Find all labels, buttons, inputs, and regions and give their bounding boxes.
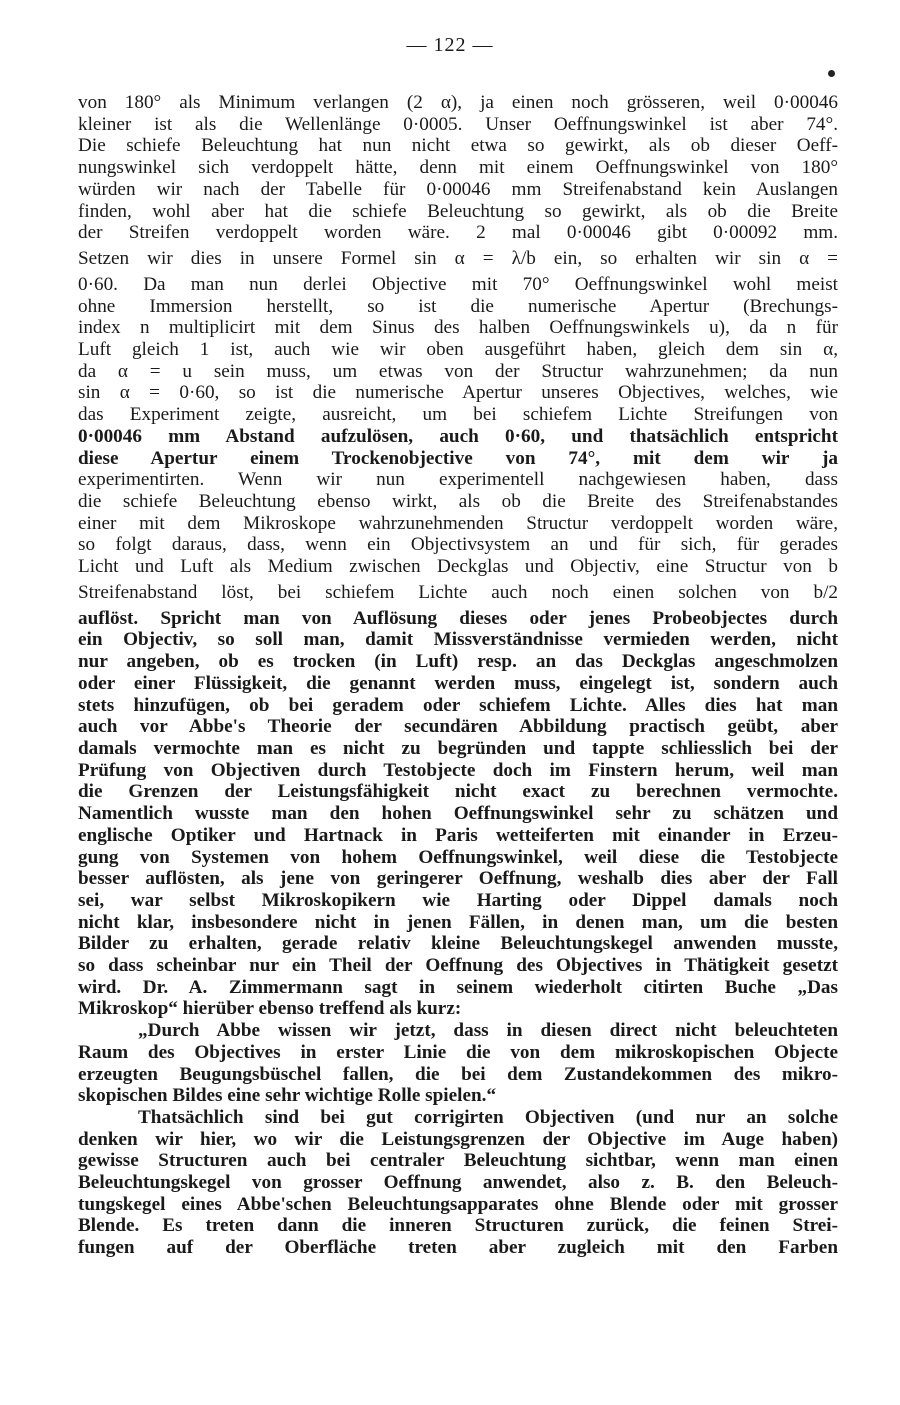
text-line: index n multiplicirt mit dem Sinus des halben Oeffnungswinkels u), da n für xyxy=(78,317,838,339)
text-line: wird. Dr. A. Zimmermann sagt in seinem wiederholt citirten Buche „Das xyxy=(78,976,838,998)
text-line: oder einer Flüssigkeit, die genannt werden muss, eingelegt ist, sondern auch xyxy=(78,672,838,694)
text-line: einer mit dem Mikroskope wahrzunehmenden Structur verdoppelt worden wäre, xyxy=(78,512,838,534)
page-number: — 122 — xyxy=(406,34,494,56)
text-line: die Grenzen der Leistungsfähigkeit nicht exact zu berechnen vermochte. xyxy=(78,781,838,803)
text-line: Luft gleich 1 ist, auch wie wir oben ausgeführt haben, gleich dem sin α, xyxy=(78,339,838,361)
body-text xyxy=(78,92,838,1259)
text-line: nur angeben, ob es trocken (in Luft) resp. an das Deckglas angeschmolzen xyxy=(78,651,838,673)
text-line: auch vor Abbe's Theorie der secundären Abbildung practisch geübt, aber xyxy=(78,716,838,738)
text-line: da α = u sein muss, um etwas von der Structur wahrzunehmen; da nun xyxy=(78,360,838,382)
quote-line: erzeugten Beugungsbüschel fallen, die bei dem Zustandekommen des mikro- xyxy=(78,1063,838,1085)
text-line: experimentirten. Wenn wir nun experimentell nachgewiesen haben, dass xyxy=(78,469,838,491)
text-line: besser auflösten, als jene von geringerer Oeffnung, weshalb dies aber der Fall xyxy=(78,868,838,890)
text-line: Licht und Luft als Medium zwischen Deckglas und Objectiv, eine Structur von b xyxy=(78,556,838,578)
text-line: nicht klar, insbesondere nicht in jenen Fällen, in denen man, um die besten xyxy=(78,911,838,933)
text-line: so folgt daraus, dass, wenn ein Objectivsystem an und für sich, für gerades xyxy=(78,534,838,556)
text-line: Die schiefe Beleuchtung hat nun nicht etwa so gewirkt, als ob dieser Oeff- xyxy=(78,135,838,157)
text-line: von 180° als Minimum verlangen (2 α), ja einen noch grösseren, weil 0·00046 xyxy=(78,92,838,113)
text-line: nungswinkel sich verdoppelt hätte, denn mit einem Oeffnungswinkel von 180° xyxy=(78,157,838,179)
text-line: diese Apertur einem Trockenobjective von 74°, mit dem wir ja xyxy=(78,447,838,469)
text-line: der Streifen verdoppelt worden wäre. 2 mal 0·00046 gibt 0·00092 mm. xyxy=(78,222,838,244)
ink-dot xyxy=(828,70,835,77)
text-line: Bilder zu erhalten, gerade relativ kleine Beleuchtungskegel anwenden musste, xyxy=(78,933,838,955)
text-line: das Experiment zeigte, ausreicht, um bei schiefem Lichte Streifungen von xyxy=(78,404,838,426)
quote-line: „Durch Abbe wissen wir jetzt, dass in diesen direct nicht beleuchteten xyxy=(138,1020,838,1042)
quote-line: skopischen Bildes eine sehr wichtige Rolle spielen.“ xyxy=(78,1085,497,1107)
text-line: 0·00046 mm Abstand aufzulösen, auch 0·60, und thatsächlich entspricht xyxy=(78,425,838,447)
text-line: damals vermochte man es nicht zu begründen und tappte schliesslich bei der xyxy=(78,737,838,759)
text-line: englische Optiker und Hartnack in Paris wetteiferten mit einander in Erzeu- xyxy=(78,824,838,846)
text-line: denken wir hier, wo wir die Leistungsgrenzen der Objective im Auge haben) xyxy=(78,1128,838,1150)
text-line: ohne Immersion herstellt, so ist die numerische Apertur (Brechungs- xyxy=(78,295,838,317)
text-line: Streifenabstand löst, bei schiefem Lichte auch noch einen solchen von b/2 xyxy=(78,581,838,603)
text-line: sei, war selbst Mikroskopikern wie Harting oder Dippel damals noch xyxy=(78,889,838,911)
text-line: Blende. Es treten dann die inneren Structuren zurück, die feinen Strei- xyxy=(78,1215,838,1237)
text-line: würden wir nach der Tabelle für 0·00046 mm Streifenabstand kein Auslangen xyxy=(78,178,838,200)
text-line: so dass scheinbar nur ein Theil der Oeffnung des Objectives in Thätigkeit gesetzt xyxy=(78,955,838,977)
text-line: Beleuchtungskegel von grosser Oeffnung anwendet, also z. B. den Beleuch- xyxy=(78,1172,838,1194)
text-line: stets hinzufügen, ob bei geradem oder schiefem Lichte. Alles dies hat man xyxy=(78,694,838,716)
text-line: finden, wohl aber hat die schiefe Beleuchtung so gewirkt, als ob die Breite xyxy=(78,200,838,222)
text-line: Setzen wir dies in unsere Formel sin α = λ/b ein, so erhalten wir sin α = xyxy=(78,247,838,269)
text-line: Mikroskop“ hierüber ebenso treffend als kurz: xyxy=(78,998,462,1020)
text-line: die schiefe Beleuchtung ebenso wirkt, als ob die Breite des Streifenabstandes xyxy=(78,490,838,512)
text-line: auflöst. Spricht man von Auflösung dieses oder jenes Probeobjectes durch xyxy=(78,607,838,629)
text-line: Namentlich wusste man den hohen Oeffnungswinkel sehr zu schätzen und xyxy=(78,803,838,825)
text-line: tungskegel eines Abbe'schen Beleuchtungsapparates ohne Blende oder mit grosser xyxy=(78,1193,838,1215)
quote-line: Raum des Objectives in erster Linie die von dem mikroskopischen Objecte xyxy=(78,1041,838,1063)
text-line: fungen auf der Oberfläche treten aber zugleich mit den Farben xyxy=(78,1237,838,1259)
text-line: Prüfung von Objectiven durch Testobjecte doch im Finstern herum, weil man xyxy=(78,759,838,781)
text-line: 0·60. Da man nun derlei Objective mit 70° Oeffnungswinkel wohl meist xyxy=(78,273,838,295)
text-line: ein Objectiv, so soll man, damit Missverständnisse vermieden werden, nicht xyxy=(78,629,838,651)
text-line: gung von Systemen von hohem Oeffnungswinkel, weil diese die Testobjecte xyxy=(78,846,838,868)
text-line: sin α = 0·60, so ist die numerische Apertur unseres Objectives, welches, wie xyxy=(78,382,838,404)
text-line: Thatsächlich sind bei gut corrigirten Objectiven (und nur an solche xyxy=(138,1106,838,1128)
text-line: gewisse Structuren auch bei centraler Beleuchtung sichtbar, wenn man einen xyxy=(78,1150,838,1172)
text-line: kleiner ist als die Wellenlänge 0·0005. Unser Oeffnungswinkel ist aber 74°. xyxy=(78,113,838,135)
